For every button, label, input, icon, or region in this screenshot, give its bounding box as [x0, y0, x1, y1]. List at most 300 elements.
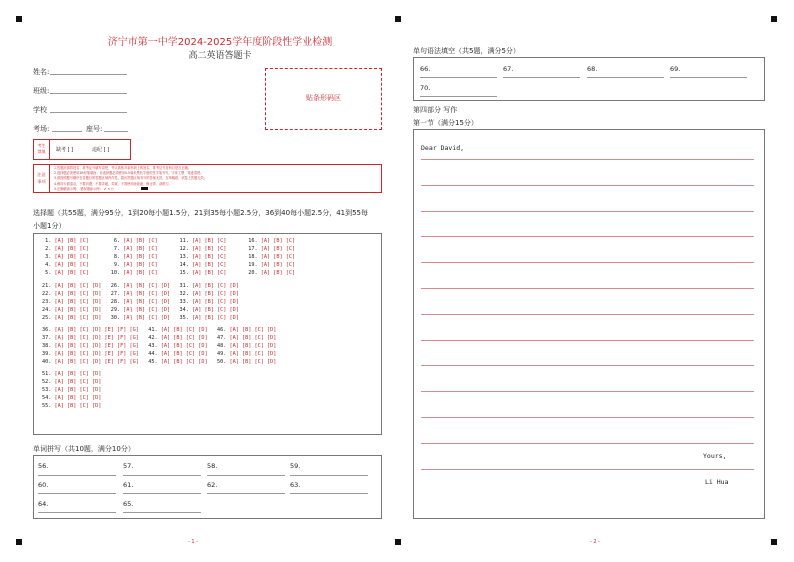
letter-greeting: Dear David,: [421, 144, 465, 152]
choice-option[interactable]: [A]: [123, 245, 133, 252]
choice-option[interactable]: [A]: [54, 314, 64, 321]
choice-option[interactable]: [C]: [79, 327, 89, 333]
choice-option[interactable]: [A]: [123, 238, 133, 244]
blank-67-line[interactable]: [503, 77, 580, 78]
choice-option[interactable]: [C]: [79, 306, 89, 313]
choice-option[interactable]: [D]: [92, 386, 102, 393]
blank-63-line[interactable]: [290, 493, 368, 494]
choice-option[interactable]: [A]: [229, 350, 239, 357]
choice-option[interactable]: [B]: [67, 358, 77, 365]
choice-option[interactable]: [C]: [148, 290, 158, 297]
choice-option[interactable]: [C]: [79, 238, 89, 244]
choice-block-51-55[interactable]: [42, 371, 101, 411]
blank-62-line[interactable]: [207, 493, 285, 494]
choice-option[interactable]: [A]: [191, 253, 202, 260]
choice-option[interactable]: [C]: [217, 290, 227, 297]
choice-option[interactable]: [C]: [79, 402, 89, 409]
blank-70: 70.: [420, 84, 431, 92]
notice-label: 注意 事项: [34, 165, 50, 192]
choice-option[interactable]: [C]: [185, 342, 196, 349]
writing-part-title: 第四部分 写作: [413, 106, 458, 114]
choice-option[interactable]: [C]: [185, 334, 196, 341]
filled-example: [141, 187, 148, 190]
choice-option[interactable]: [B]: [242, 327, 252, 333]
choice-option[interactable]: [B]: [242, 334, 252, 341]
blank-69-line[interactable]: [670, 77, 747, 78]
blank-59-line[interactable]: [290, 475, 368, 476]
blank-64: 64.: [38, 500, 49, 508]
choice-option[interactable]: [D]: [92, 327, 102, 333]
choice-option[interactable]: [D]: [92, 358, 102, 365]
choice-option[interactable]: [C]: [216, 269, 227, 276]
choice-option[interactable]: [B]: [67, 394, 77, 401]
choice-option[interactable]: [D]: [92, 283, 102, 289]
writing-line: [421, 314, 754, 315]
choice-option[interactable]: [D]: [160, 314, 171, 321]
choice-option[interactable]: [D]: [92, 298, 102, 305]
choice-option[interactable]: [C]: [148, 261, 158, 268]
choice-option[interactable]: [C]: [79, 386, 89, 393]
choice-option[interactable]: [A]: [54, 253, 64, 260]
choice-option[interactable]: [B]: [67, 342, 77, 349]
choice-option[interactable]: [A]: [260, 245, 271, 252]
choice-option[interactable]: [D]: [267, 327, 277, 333]
school-field[interactable]: [50, 112, 127, 113]
choice-option[interactable]: [B]: [67, 306, 77, 313]
choice-option[interactable]: [C]: [185, 358, 196, 365]
choice-option[interactable]: [A]: [123, 290, 133, 297]
choice-row[interactable]: 24. [A] [B] [C] [D] 29. [A] [B] [C] [D] 34. [A] [B] [C] [D]: [42, 306, 239, 313]
choice-row[interactable]: 25. [A] [B] [C] [D] 30. [A] [B] [C] [D] 35. [A] [B] [C] [D]: [42, 314, 239, 321]
choice-option[interactable]: [C]: [254, 327, 264, 333]
choice-option[interactable]: [B]: [135, 290, 146, 297]
choice-option[interactable]: [G]: [129, 358, 139, 365]
choice-row[interactable]: 40. [A] [B] [C] [D] [E] [F] [G] 45. [A] [B] [C] [D] 50. [A] [B] [C] [D]: [42, 358, 277, 365]
choice-option[interactable]: [C]: [217, 314, 227, 321]
choice-option[interactable]: [C]: [148, 306, 158, 313]
choice-option[interactable]: [B]: [273, 253, 283, 260]
choice-row[interactable]: 3. [A] [B] [C] 8. [A] [B] [C] 13. [A] [B] [C] 18. [A] [B] [C]: [42, 253, 296, 260]
choice-option[interactable]: [D]: [92, 350, 102, 357]
writing-answer-box[interactable]: [413, 129, 765, 519]
choice-option[interactable]: [A]: [191, 269, 202, 276]
choice-option[interactable]: [D]: [198, 358, 208, 365]
choice-option[interactable]: [B]: [135, 261, 146, 268]
choice-option[interactable]: [D]: [229, 306, 239, 313]
choice-row[interactable]: 51. [A] [B] [C] [D]: [42, 371, 102, 377]
choice-option[interactable]: [A]: [260, 253, 271, 260]
choice-option[interactable]: [A]: [229, 342, 239, 349]
choice-option[interactable]: [D]: [160, 283, 171, 289]
choice-option[interactable]: [D]: [229, 283, 239, 289]
choice-option[interactable]: [F]: [117, 334, 127, 341]
choice-option[interactable]: [C]: [79, 253, 89, 260]
choice-option[interactable]: [B]: [67, 350, 77, 357]
choice-option[interactable]: [B]: [67, 314, 77, 321]
choice-option[interactable]: [B]: [67, 269, 77, 276]
name-label: 姓名:: [33, 68, 50, 76]
choice-option[interactable]: [C]: [285, 261, 296, 268]
choice-option[interactable]: [B]: [67, 386, 77, 393]
choice-option[interactable]: [A]: [54, 261, 64, 268]
choice-option[interactable]: [F]: [117, 350, 127, 357]
choice-option[interactable]: [D]: [198, 334, 208, 341]
choice-option[interactable]: [C]: [216, 253, 227, 260]
choice-option[interactable]: [C]: [79, 245, 89, 252]
choice-option[interactable]: [A]: [191, 245, 202, 252]
choice-option[interactable]: [A]: [192, 298, 202, 305]
choice-option[interactable]: [D]: [92, 394, 102, 401]
choice-option[interactable]: [A]: [192, 290, 202, 297]
notice-box: [33, 164, 382, 193]
choice-option[interactable]: [C]: [185, 350, 196, 357]
choice-option[interactable]: [A]: [160, 350, 171, 357]
choice-option[interactable]: [E]: [104, 342, 114, 349]
choice-option[interactable]: [C]: [285, 253, 296, 260]
choice-option[interactable]: [A]: [229, 327, 239, 333]
choice-option[interactable]: [B]: [67, 283, 77, 289]
blank-70-line[interactable]: [420, 96, 497, 97]
choice-option[interactable]: [C]: [216, 245, 227, 252]
choice-option[interactable]: [A]: [54, 334, 64, 341]
choice-block-36-50[interactable]: [42, 327, 276, 367]
choice-option[interactable]: [G]: [129, 327, 139, 333]
choice-option[interactable]: [B]: [135, 269, 146, 276]
choice-option[interactable]: [C]: [79, 371, 89, 377]
choice-row[interactable]: 55. [A] [B] [C] [D]: [42, 402, 102, 409]
choice-option[interactable]: [D]: [92, 314, 102, 321]
choice-row[interactable]: 4. [A] [B] [C] 9. [A] [B] [C] 14. [A] [B] [C] 19. [A] [B] [C]: [42, 261, 296, 268]
choice-option[interactable]: [B]: [135, 253, 146, 260]
absent-checkbox[interactable]: 缺考 [ ]: [56, 147, 74, 153]
choice-option[interactable]: [D]: [92, 306, 102, 313]
choice-option[interactable]: [A]: [123, 314, 133, 321]
choice-option[interactable]: [F]: [117, 342, 127, 349]
choice-option[interactable]: [C]: [216, 261, 227, 268]
blank-64-line[interactable]: [38, 512, 116, 513]
choice-option[interactable]: [B]: [204, 245, 214, 252]
choice-option[interactable]: [D]: [229, 314, 239, 321]
choice-option[interactable]: [A]: [123, 253, 133, 260]
candidate-mark-label: 考生 禁填: [34, 140, 50, 159]
choice-option[interactable]: [B]: [135, 245, 146, 252]
choice-option[interactable]: [A]: [123, 261, 133, 268]
choice-option[interactable]: [B]: [204, 253, 214, 260]
notice-line: 3.请按照题号顺序在各题目的答题区域内作答，超出答题区域书写的答案无效，在草稿纸、试卷上答题无效。: [54, 176, 207, 181]
choice-option[interactable]: [D]: [229, 298, 239, 305]
choice-option[interactable]: [G]: [129, 334, 139, 341]
choice-option[interactable]: [A]: [160, 342, 171, 349]
choice-option[interactable]: [B]: [135, 238, 146, 244]
choice-option[interactable]: [F]: [117, 327, 127, 333]
choice-option[interactable]: [C]: [254, 350, 264, 357]
choice-option[interactable]: [A]: [123, 283, 133, 289]
choice-option[interactable]: [C]: [79, 314, 89, 321]
choice-option[interactable]: [B]: [67, 298, 77, 305]
choice-option[interactable]: [A]: [54, 306, 64, 313]
choice-option[interactable]: [B]: [67, 402, 77, 409]
choice-option[interactable]: [B]: [67, 238, 77, 244]
choice-option[interactable]: [C]: [79, 298, 89, 305]
choice-option[interactable]: [B]: [173, 327, 183, 333]
choice-row[interactable]: 37. [A] [B] [C] [D] [E] [F] [G] 42. [A] [B] [C] [D] 47. [A] [B] [C] [D]: [42, 334, 277, 341]
choice-option[interactable]: [A]: [54, 358, 64, 365]
choice-option[interactable]: [B]: [67, 290, 77, 297]
registration-mark: [16, 539, 22, 545]
choice-option[interactable]: [D]: [92, 378, 102, 385]
writing-line: [421, 185, 754, 186]
choice-option[interactable]: [B]: [242, 342, 252, 349]
choice-option[interactable]: [B]: [273, 261, 283, 268]
blank-60: 60.: [38, 481, 49, 489]
choice-option[interactable]: [B]: [204, 238, 214, 244]
choice-option[interactable]: [D]: [160, 298, 171, 305]
notice-line: 5.正确填涂示例： 错误填涂示例： ✔ ✕ ○: [54, 186, 114, 191]
blank-69: 69.: [670, 65, 681, 73]
choice-option[interactable]: [A]: [54, 342, 64, 349]
choice-option[interactable]: [B]: [67, 371, 77, 377]
registration-mark: [771, 539, 777, 545]
choice-option[interactable]: [B]: [204, 261, 214, 268]
choice-option[interactable]: [B]: [67, 378, 77, 385]
violation-checkbox[interactable]: 违纪 [ ]: [92, 147, 110, 153]
choice-option[interactable]: [A]: [229, 358, 239, 365]
choice-option[interactable]: [B]: [204, 306, 214, 313]
choice-option[interactable]: [B]: [173, 342, 183, 349]
choice-option[interactable]: [B]: [135, 283, 146, 289]
choice-option[interactable]: [B]: [67, 334, 77, 341]
choice-option[interactable]: [A]: [54, 402, 64, 409]
choice-option[interactable]: [C]: [254, 334, 264, 341]
choice-option[interactable]: [B]: [173, 334, 183, 341]
blank-68: 68.: [587, 65, 598, 73]
choice-option[interactable]: [C]: [254, 342, 264, 349]
choice-option[interactable]: [C]: [79, 269, 89, 276]
choice-option[interactable]: [D]: [160, 290, 171, 297]
choice-row[interactable]: 54. [A] [B] [C] [D]: [42, 394, 102, 401]
choice-option[interactable]: [C]: [148, 238, 158, 244]
choice-option[interactable]: [D]: [267, 358, 277, 365]
choice-option[interactable]: [D]: [267, 334, 277, 341]
exam-title: 济宁市第一中学2024-2025学年度阶段性学业检测: [107, 37, 333, 48]
choice-section-title: 选择题（共55题，满分95分，1到20每小题1.5分，21到35每小题2.5分，36到40每小题2.5分，41到55每: [33, 209, 369, 217]
writing-line: [421, 262, 754, 263]
writing-line: [421, 159, 754, 160]
grammar-section-title: 单句语法填空（共5题，满分5分）: [413, 47, 520, 55]
choice-option[interactable]: [A]: [54, 386, 64, 393]
choice-option[interactable]: [E]: [104, 334, 114, 341]
choice-option[interactable]: [D]: [92, 334, 102, 341]
choice-option[interactable]: [A]: [160, 327, 171, 333]
choice-option[interactable]: [C]: [217, 298, 227, 305]
choice-option[interactable]: [B]: [173, 358, 183, 365]
choice-option[interactable]: [C]: [217, 306, 227, 313]
choice-option[interactable]: [B]: [273, 269, 283, 276]
choice-option[interactable]: [D]: [92, 342, 102, 349]
choice-section-title-cont: 小题1分）: [33, 222, 66, 230]
choice-option[interactable]: [B]: [135, 298, 146, 305]
choice-option[interactable]: [C]: [79, 358, 89, 365]
choice-option[interactable]: [C]: [148, 314, 158, 321]
choice-option[interactable]: [D]: [198, 327, 208, 333]
choice-option[interactable]: [C]: [148, 283, 158, 289]
seat-field[interactable]: [104, 131, 128, 132]
choice-row[interactable]: 2. [A] [B] [C] 7. [A] [B] [C] 12. [A] [B] [C] 17. [A] [B] [C]: [42, 245, 296, 252]
blank-65: 65.: [123, 500, 134, 508]
choice-option[interactable]: [B]: [173, 350, 183, 357]
blank-57-line[interactable]: [123, 475, 201, 476]
choice-option[interactable]: [D]: [229, 290, 239, 297]
choice-option[interactable]: [D]: [92, 290, 102, 297]
choice-row[interactable]: 53. [A] [B] [C] [D]: [42, 386, 102, 393]
choice-option[interactable]: [C]: [79, 334, 89, 341]
notice-line: 2.选择题必须使用2B铅笔填涂；非选择题必须使用0.5毫米黑色字迹的签字笔书写，字体工整、笔迹清楚。: [54, 171, 204, 176]
choice-option[interactable]: [A]: [160, 358, 171, 365]
blank-61-line[interactable]: [123, 493, 201, 494]
choice-option[interactable]: [C]: [148, 269, 158, 276]
blank-59: 59.: [290, 462, 301, 470]
choice-option[interactable]: [E]: [104, 350, 114, 357]
choice-option[interactable]: [C]: [185, 327, 196, 333]
choice-option[interactable]: [B]: [204, 314, 214, 321]
choice-row[interactable]: 1. [A] [B] [C] 6. [A] [B] [C] 11. [A] [B] [C] 16. [A] [B] [C]: [42, 238, 296, 244]
choice-option[interactable]: [C]: [148, 298, 158, 305]
choice-option[interactable]: [B]: [204, 283, 214, 289]
choice-option[interactable]: [C]: [217, 283, 227, 289]
choice-option[interactable]: [A]: [123, 298, 133, 305]
choice-option[interactable]: [A]: [54, 269, 64, 276]
choice-option[interactable]: [B]: [67, 327, 77, 333]
choice-option[interactable]: [D]: [198, 342, 208, 349]
choice-option[interactable]: [A]: [192, 283, 202, 289]
choice-option[interactable]: [B]: [67, 245, 77, 252]
choice-option[interactable]: [A]: [260, 269, 271, 276]
choice-option[interactable]: [B]: [204, 269, 214, 276]
choice-option[interactable]: [A]: [54, 371, 64, 377]
barcode-label: 贴条形码区: [306, 94, 341, 102]
choice-option[interactable]: [A]: [160, 334, 171, 341]
registration-mark: [395, 539, 401, 545]
choice-option[interactable]: [C]: [79, 261, 89, 268]
choice-row[interactable]: 38. [A] [B] [C] [D] [E] [F] [G] 43. [A] [B] [C] [D] 48. [A] [B] [C] [D]: [42, 342, 277, 349]
choice-option[interactable]: [B]: [204, 298, 214, 305]
choice-row[interactable]: 39. [A] [B] [C] [D] [E] [F] [G] 44. [A] [B] [C] [D] 49. [A] [B] [C] [D]: [42, 350, 277, 357]
choice-option[interactable]: [A]: [54, 290, 64, 297]
choice-option[interactable]: [C]: [148, 253, 158, 260]
choice-option[interactable]: [B]: [67, 261, 77, 268]
choice-option[interactable]: [A]: [123, 306, 133, 313]
choice-option[interactable]: [C]: [285, 269, 296, 276]
notice-line: 4.保持卡面清洁，不要折叠、不要弄破、弄皱，不准使用涂改液、修正带、刮纸刀。: [54, 181, 172, 186]
blank-57: 57.: [123, 462, 134, 470]
writing-section-title: 第一节（满分15分）: [413, 119, 478, 127]
choice-option[interactable]: [B]: [242, 350, 252, 357]
choice-option[interactable]: [A]: [191, 261, 202, 268]
choice-option[interactable]: [C]: [79, 290, 89, 297]
choice-option[interactable]: [D]: [92, 402, 102, 409]
choice-option[interactable]: [D]: [198, 350, 208, 357]
choice-option[interactable]: [F]: [117, 358, 127, 365]
choice-block-1-20[interactable]: [42, 238, 295, 278]
choice-option[interactable]: [C]: [216, 238, 227, 244]
choice-option[interactable]: [C]: [285, 238, 296, 244]
choice-option[interactable]: [A]: [191, 238, 202, 244]
choice-option[interactable]: [A]: [229, 334, 239, 341]
choice-option[interactable]: [A]: [123, 269, 133, 276]
blank-66-line[interactable]: [420, 77, 497, 78]
choice-option[interactable]: [A]: [54, 350, 64, 357]
choice-option[interactable]: [A]: [54, 298, 64, 305]
choice-option[interactable]: [A]: [54, 245, 64, 252]
choice-option[interactable]: [A]: [260, 261, 271, 268]
blank-60-line[interactable]: [38, 493, 116, 494]
blank-56-line[interactable]: [38, 475, 116, 476]
choice-option[interactable]: [G]: [129, 342, 139, 349]
choice-row[interactable]: 5. [A] [B] [C] 10. [A] [B] [C] 15. [A] [B] [C] 20. [A] [B] [C]: [42, 269, 296, 276]
choice-option[interactable]: [C]: [79, 283, 89, 289]
class-field[interactable]: [50, 93, 127, 94]
choice-option[interactable]: [C]: [285, 245, 296, 252]
choice-row[interactable]: 36. [A] [B] [C] [D] [E] [F] [G] 41. [A] [B] [C] [D] 46. [A] [B] [C] [D]: [42, 327, 277, 333]
choice-option[interactable]: [A]: [54, 378, 64, 385]
choice-option[interactable]: [A]: [54, 394, 64, 401]
choice-option[interactable]: [A]: [54, 283, 64, 289]
choice-option[interactable]: [C]: [79, 394, 89, 401]
writing-line: [421, 391, 754, 392]
choice-option[interactable]: [A]: [260, 238, 271, 244]
choice-option[interactable]: [D]: [160, 306, 171, 313]
choice-option[interactable]: [D]: [92, 371, 102, 377]
choice-option[interactable]: [C]: [148, 245, 158, 252]
choice-option[interactable]: [C]: [79, 342, 89, 349]
choice-option[interactable]: [C]: [254, 358, 264, 365]
sheet-subtitle: 高二英语答题卡: [188, 51, 252, 61]
choice-option[interactable]: [D]: [267, 350, 277, 357]
choice-option[interactable]: [B]: [273, 245, 283, 252]
name-field[interactable]: [50, 74, 127, 75]
choice-option[interactable]: [B]: [242, 358, 252, 365]
choice-row[interactable]: 52. [A] [B] [C] [D]: [42, 378, 102, 385]
choice-option[interactable]: [C]: [79, 378, 89, 385]
choice-option[interactable]: [A]: [192, 314, 202, 321]
choice-option[interactable]: [A]: [192, 306, 202, 313]
choice-option[interactable]: [A]: [54, 238, 64, 244]
blank-65-line[interactable]: [123, 512, 201, 513]
blank-58-line[interactable]: [207, 475, 285, 476]
choice-option[interactable]: [B]: [135, 314, 146, 321]
choice-option[interactable]: [B]: [273, 238, 283, 244]
writing-line: [421, 443, 754, 444]
choice-row[interactable]: 22. [A] [B] [C] [D] 27. [A] [B] [C] [D] 32. [A] [B] [C] [D]: [42, 290, 239, 297]
choice-row[interactable]: 21. [A] [B] [C] [D] 26. [A] [B] [C] [D] 31. [A] [B] [C] [D]: [42, 283, 239, 289]
choice-option[interactable]: [B]: [204, 290, 214, 297]
choice-option[interactable]: [E]: [104, 327, 114, 333]
choice-option[interactable]: [B]: [67, 253, 77, 260]
choice-block-21-35[interactable]: [42, 283, 239, 323]
writing-line: [421, 365, 754, 366]
exam-room-field[interactable]: [52, 131, 82, 132]
choice-row[interactable]: 23. [A] [B] [C] [D] 28. [A] [B] [C] [D] 33. [A] [B] [C] [D]: [42, 298, 239, 305]
choice-option[interactable]: [G]: [129, 350, 139, 357]
choice-option[interactable]: [C]: [79, 350, 89, 357]
blank-61: 61.: [123, 481, 134, 489]
choice-option[interactable]: [E]: [104, 358, 114, 365]
choice-option[interactable]: [A]: [54, 327, 64, 333]
blank-68-line[interactable]: [587, 77, 664, 78]
choice-option[interactable]: [B]: [135, 306, 146, 313]
blank-66: 66.: [420, 65, 431, 73]
choice-option[interactable]: [D]: [267, 342, 277, 349]
